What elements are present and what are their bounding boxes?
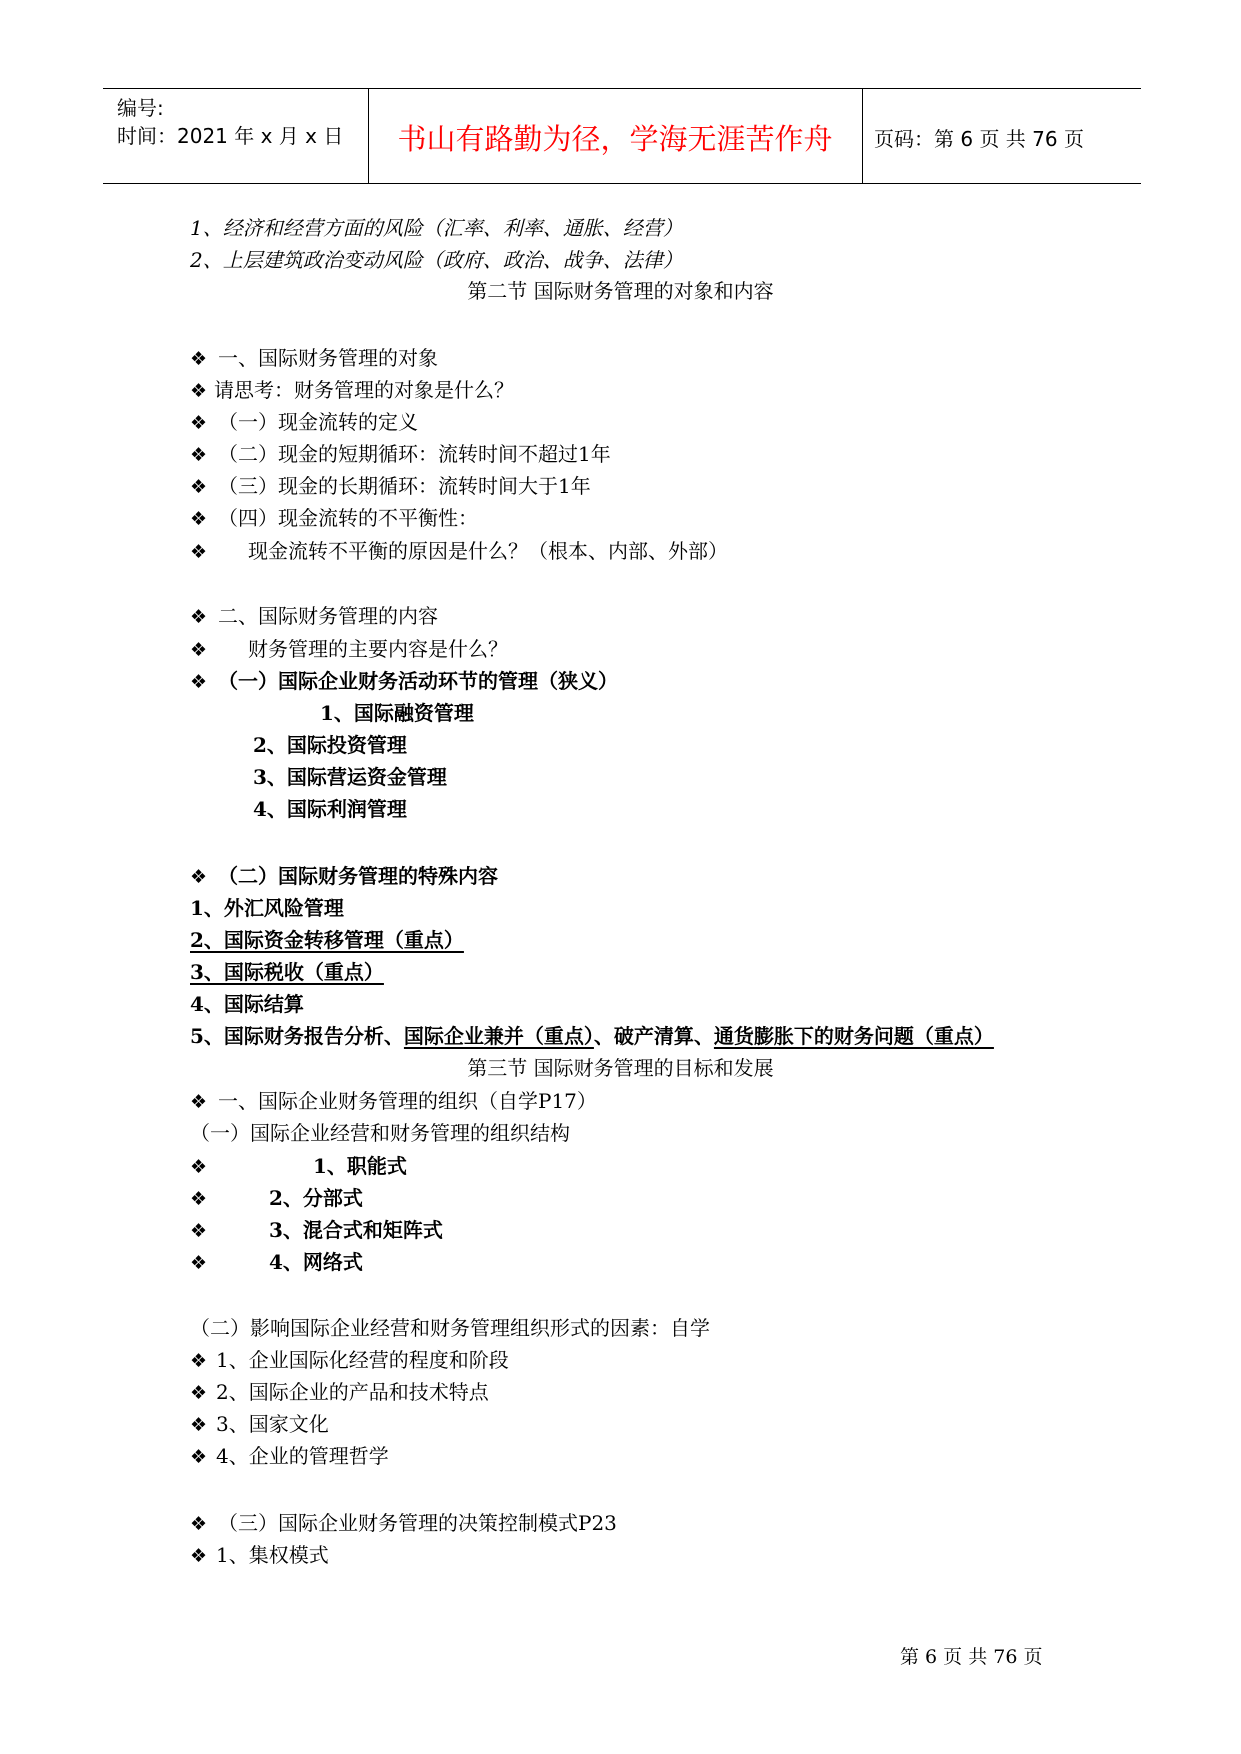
bullet-icon: ❖ xyxy=(190,1350,208,1372)
list-item: 4、国际结算 xyxy=(190,992,304,1016)
list-item: ❖ 现金流转不平衡的原因是什么？（根本、内部、外部） xyxy=(190,539,728,563)
section-2-title: 第二节 国际财务管理的对象和内容 xyxy=(467,279,774,303)
list-item: ❖ 2、国际企业的产品和技术特点 xyxy=(190,1380,489,1404)
list-item: ❖ 一、国际企业财务管理的组织（自学P17） xyxy=(190,1089,597,1113)
list-item: ❖ 1、职能式 xyxy=(190,1154,407,1178)
list-item: 1、外汇风险管理 xyxy=(190,896,344,920)
list-item: （二）影响国际企业经营和财务管理组织形式的因素：自学 xyxy=(190,1316,710,1340)
list-item: 2、国际投资管理 xyxy=(253,733,407,757)
risk-line-2: 2、上层建筑政治变动风险（政府、政治、战争、法律） xyxy=(190,248,683,272)
list-item: ❖ （二）现金的短期循环：流转时间不超过1年 xyxy=(190,442,611,466)
bullet-icon: ❖ xyxy=(190,1446,208,1468)
list-item: ❖ 4、网络式 xyxy=(190,1250,363,1274)
header-left-cell xyxy=(103,89,369,183)
list-item: ❖ 4、企业的管理哲学 xyxy=(190,1444,389,1468)
serial-label: 编号: xyxy=(117,96,164,120)
list-item: ❖ （一）国际企业财务活动环节的管理（狭义） xyxy=(190,669,618,693)
bullet-icon: ❖ xyxy=(190,444,208,466)
motto: 书山有路勤为径，学海无涯苦作舟 xyxy=(397,122,833,156)
time-label: 时间：2021 年 x 月 x 日 xyxy=(117,124,344,148)
list-item: ❖ 2、分部式 xyxy=(190,1186,363,1210)
bullet-icon: ❖ xyxy=(190,348,208,370)
list-item: 2、国际资金转移管理（重点） xyxy=(190,928,464,952)
list-item: ❖ 3、混合式和矩阵式 xyxy=(190,1218,443,1242)
list-item: ❖ （四）现金流转的不平衡性： xyxy=(190,506,478,530)
header-center-cell xyxy=(368,89,863,183)
list-item: ❖ （一）现金流转的定义 xyxy=(190,410,418,434)
bullet-icon: ❖ xyxy=(190,1252,208,1274)
bullet-icon: ❖ xyxy=(190,1220,208,1242)
list-item: ❖ 请思考：财务管理的对象是什么？ xyxy=(190,378,514,402)
list-item: 5、国际财务报告分析、国际企业兼并（重点）、破产清算、通货膨胀下的财务问题（重点） xyxy=(190,1024,994,1048)
bullet-icon: ❖ xyxy=(190,1382,208,1404)
list-item: ❖ 1、集权模式 xyxy=(190,1543,329,1567)
list-item: 4、国际利润管理 xyxy=(253,797,407,821)
bullet-icon: ❖ xyxy=(190,671,208,693)
page-footer: 第 6 页 共 76 页 xyxy=(900,1646,1043,1668)
bullet-icon: ❖ xyxy=(190,380,208,402)
list-item: 1、国际融资管理 xyxy=(320,701,474,725)
page-info: 页码：第 6 页 共 76 页 xyxy=(874,127,1084,151)
list-item: ❖ 一、国际财务管理的对象 xyxy=(190,346,438,370)
list-item: （一）国际企业经营和财务管理的组织结构 xyxy=(190,1121,570,1145)
list-item: ❖ 1、企业国际化经营的程度和阶段 xyxy=(190,1348,509,1372)
bullet-icon: ❖ xyxy=(190,866,208,888)
section-3-title: 第三节 国际财务管理的目标和发展 xyxy=(467,1056,774,1080)
bullet-icon: ❖ xyxy=(190,606,208,628)
list-item: ❖ 二、国际财务管理的内容 xyxy=(190,604,438,628)
bullet-icon: ❖ xyxy=(190,1091,208,1113)
list-item: ❖ 财务管理的主要内容是什么？ xyxy=(190,637,508,661)
list-item: ❖ （三）国际企业财务管理的决策控制模式P23 xyxy=(190,1511,617,1535)
risk-line-1: 1、经济和经营方面的风险（汇率、利率、通胀、经营） xyxy=(190,216,683,240)
bullet-icon: ❖ xyxy=(190,476,208,498)
bullet-icon: ❖ xyxy=(190,1513,208,1535)
list-item: ❖ （三）现金的长期循环：流转时间大于1年 xyxy=(190,474,591,498)
bullet-icon: ❖ xyxy=(190,1156,208,1178)
bullet-icon: ❖ xyxy=(190,412,208,434)
bullet-icon: ❖ xyxy=(190,508,208,530)
bullet-icon: ❖ xyxy=(190,639,208,661)
list-item: 3、国际营运资金管理 xyxy=(253,765,447,789)
list-item: 3、国际税收（重点） xyxy=(190,960,384,984)
header-right-cell xyxy=(862,89,1141,183)
bullet-icon: ❖ xyxy=(190,1188,208,1210)
bullet-icon: ❖ xyxy=(190,1545,208,1567)
bullet-icon: ❖ xyxy=(190,541,208,563)
list-item: ❖ （二）国际财务管理的特殊内容 xyxy=(190,864,498,888)
bullet-icon: ❖ xyxy=(190,1414,208,1436)
list-item: ❖ 3、国家文化 xyxy=(190,1412,329,1436)
page-header xyxy=(103,88,1141,184)
